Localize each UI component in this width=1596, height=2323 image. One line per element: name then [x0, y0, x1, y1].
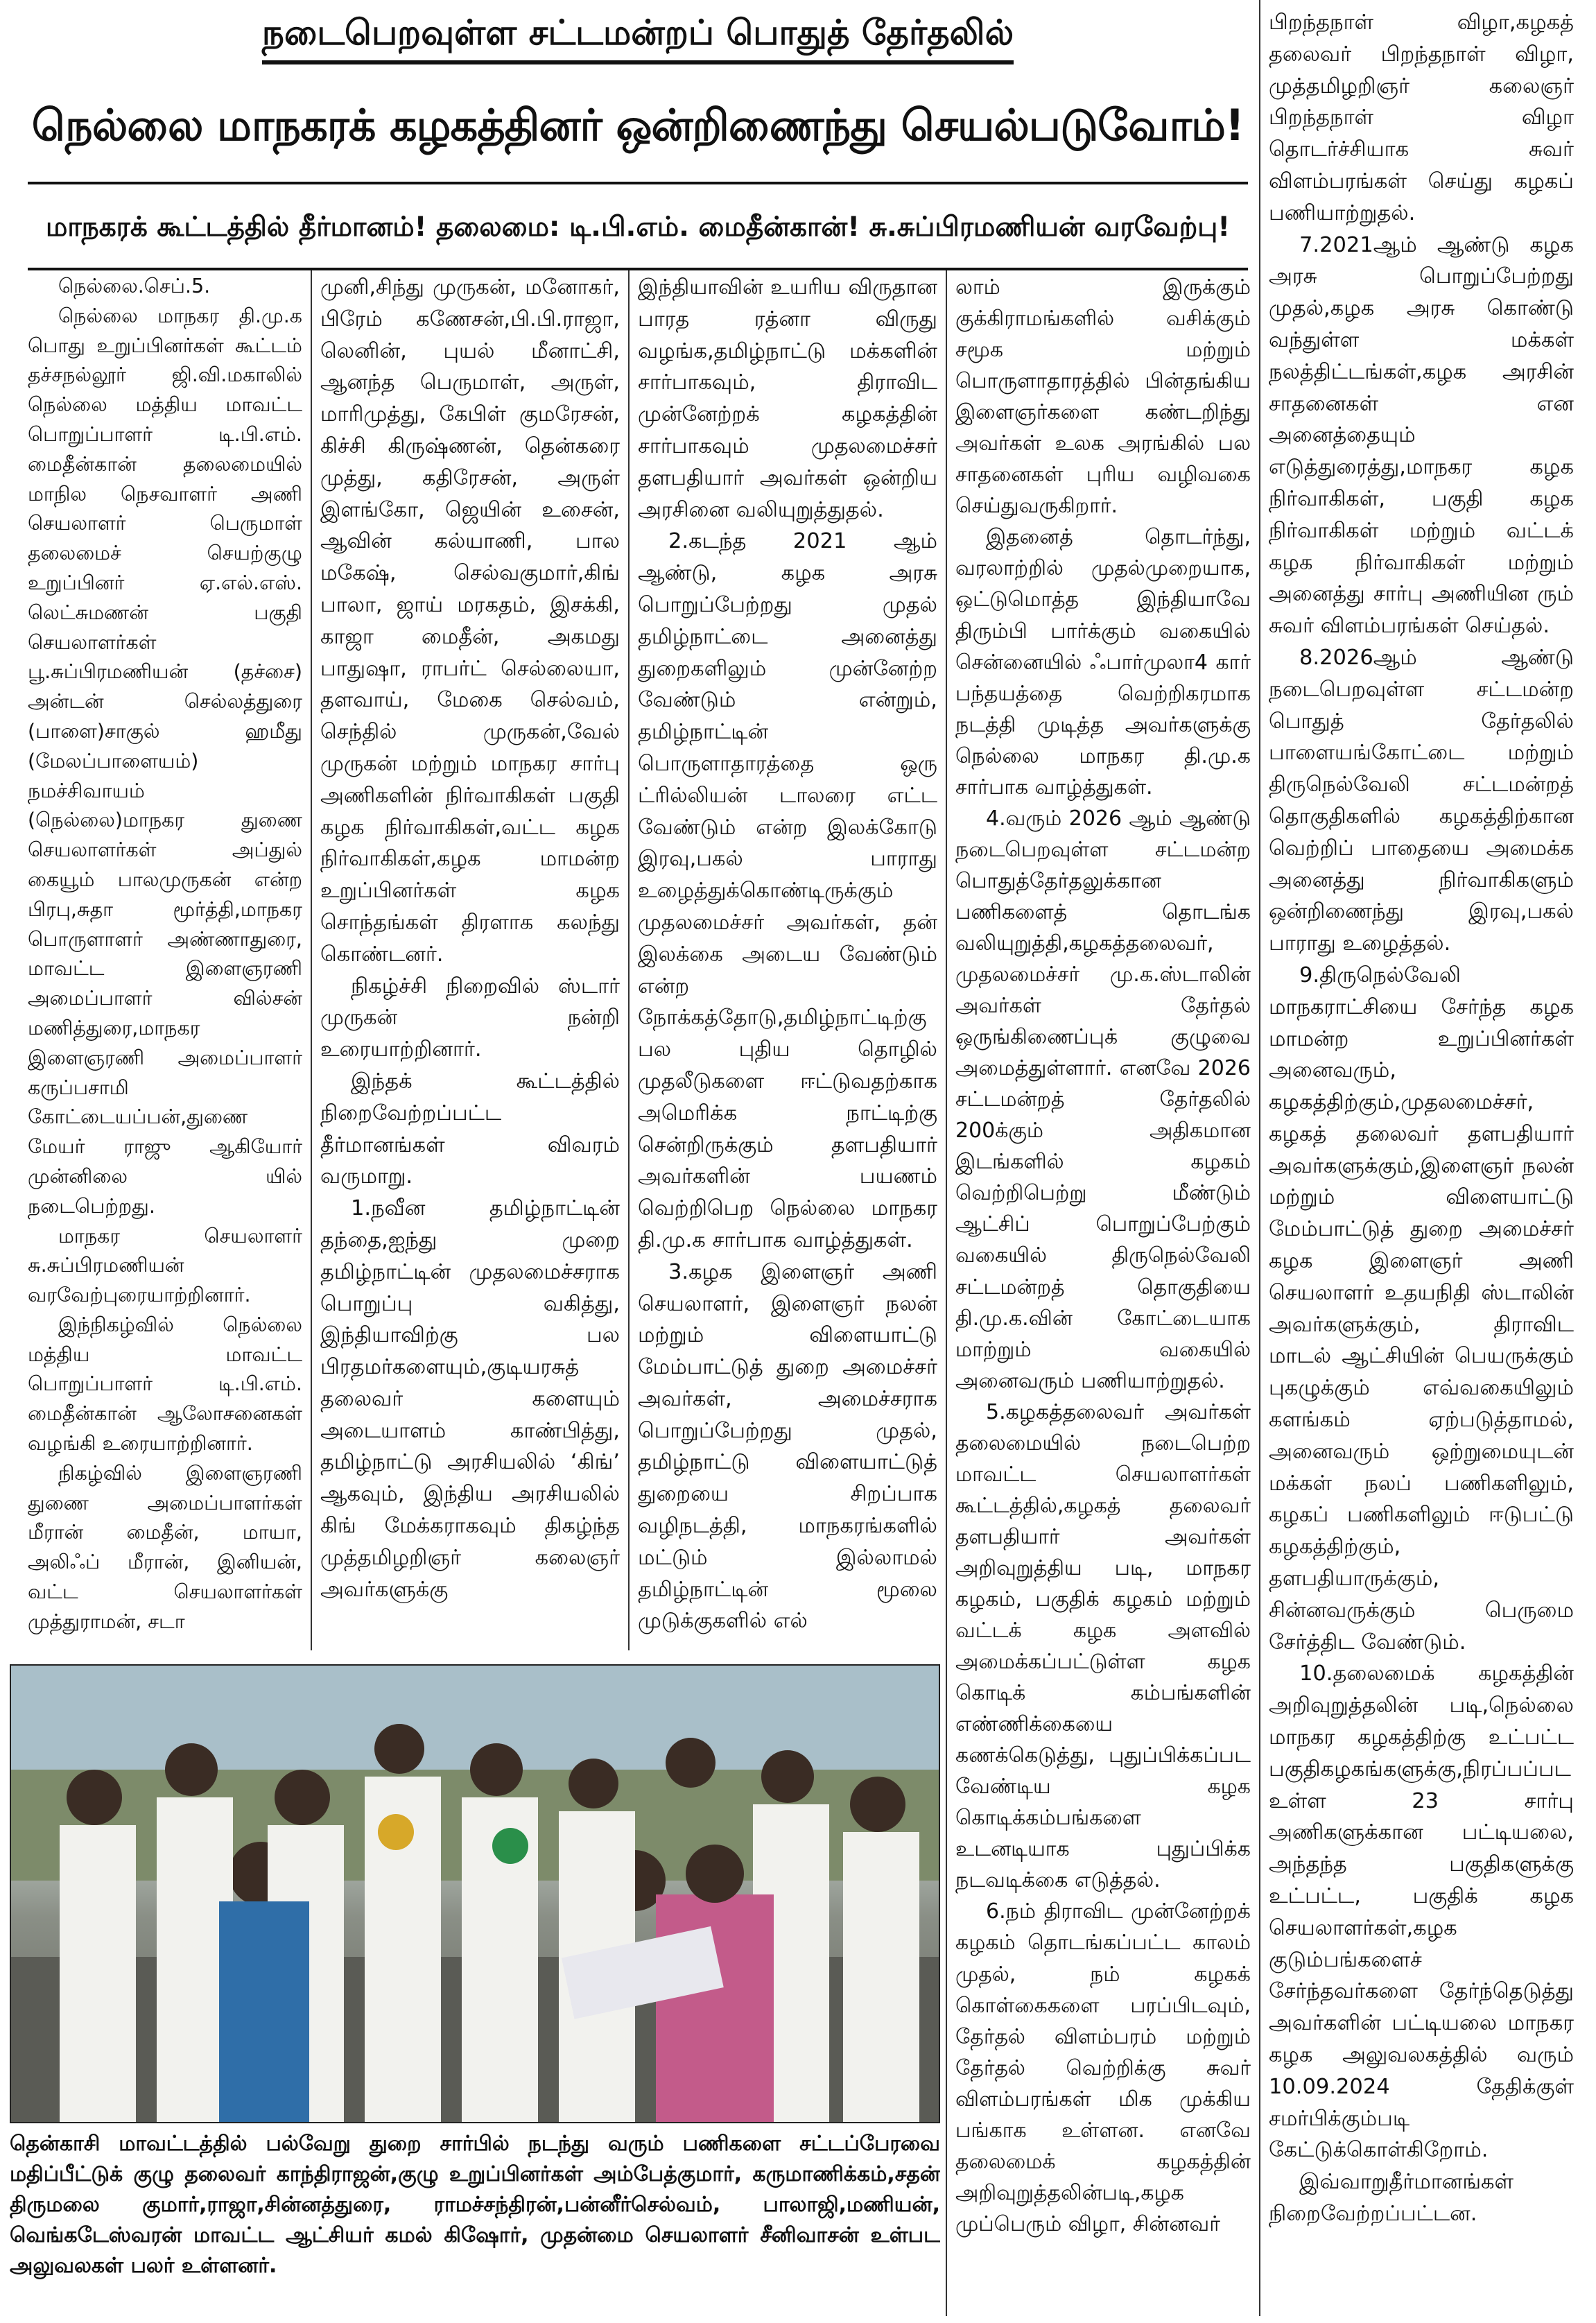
rule-top: [28, 182, 1248, 184]
paragraph: முனி,சிந்து முருகன், மனோகர், பிரேம் கணேசன்,பி.பி.ராஜா, லெனின், புயல் மீனாட்சி, ஆனந்த பெருமாள், அருள், மாரிமுத்து, கேபிள் குமரேசன், கிச்சி கிருஷ்ணன், தென்கரை முத்து, கதிரேசன், அருள் இளங்கோ, ஜெயின் உசைன், ஆவின் கல்யாணி, பால மகேஷ், செல்வகுமார்,கிங் பாலா, ஜாய் மரகதம், இசக்கி, காஜா மைதீன், அகமது பாதுஷா, ராபர்ட் செல்லையா, தளவாய், மேகை செல்வம், செந்தில் முருகன்,வேல் முருகன் மற்றும் மாநகர சார்பு அணிகளின் நிர்வாகிகள் பகுதி கழக நிர்வாகிகள்,வட்ட கழக நிர்வாகிகள்,கழக மாமன்ற உறுப்பினர்கள் கழக சொந்தங்கள் திரளாக கலந்து கொண்டனர்.: [320, 275, 620, 967]
paragraph: 1.நவீன தமிழ்நாட்டின் தந்தை,ஐந்து முறை தமிழ்நாட்டின் முதலமைச்சராக பொறுப்பு வகித்து, இந்தியாவிற்கு பல பிரதமர்களையும்,குடியரசுத் தலைவர் களையும் அடையாளம் காண்பித்து, தமிழ்நாட்டு அரசியலில் ‘கிங்’ ஆகவும், இந்திய அரசியலில் கிங் மேக்கராகவும் திகழ்ந்த முத்தமிழறிஞர் கலைஞர் அவர்களுக்கு: [320, 1196, 620, 1602]
news-photo: [10, 1664, 940, 2123]
paragraph: இதனைத் தொடர்ந்து, வரலாற்றில் முதல்முறையாக, ஒட்டுமொத்த இந்தியாவே திரும்பி பார்க்கும் வகையில் சென்னையில் ஃபார்முலா4 கார் பந்தயத்தை வெற்றிகரமாக நடத்தி முடித்த அவர்களுக்கு நெல்லை மாநகர தி.மு.க சார்பாக வாழ்த்துகள்.: [955, 525, 1251, 800]
paragraph: 5.கழகத்தலைவர் அவர்கள் தலைமையில் நடைபெற்ற மாவட்ட செயலாளர்கள் கூட்டத்தில்,கழகத் தலைவர் தளபதியார் அவர்கள் அறிவுறுத்திய படி, மாநகர கழகம், பகுதிக் கழகம் மற்றும் வட்டக் கழக அளவில் அமைக்கப்பட்டுள்ள கழக கொடிக் கம்பங்களின் எண்ணிக்கையை கணக்கெடுத்து, புதுப்பிக்கப்பட வேண்டிய கழக கொடிக்கம்பங்களை உடனடியாக புதுப்பிக்க நடவடிக்கை எடுத்தல்.: [955, 1399, 1251, 1893]
kicker-heading: [28, 7, 1248, 69]
article-column-1: [28, 272, 302, 1652]
paragraph: இந்தக் கூட்டத்தில் நிறைவேற்றப்பட்ட தீர்மானங்கள் விவரம் வருமாறு.: [320, 1069, 620, 1189]
column-divider: [946, 270, 947, 2316]
article-column-4: [955, 272, 1251, 2317]
paragraph: நிகழ்வில் இளைஞரணி துணை அமைப்பாளர்கள் மீரான் மைதீன், மாயா, அலிஃப் மீரான், இனியன், வட்ட செயலாளர்கள் முத்துராமன், சடா: [28, 1461, 302, 1633]
column-divider: [628, 270, 630, 1650]
paragraph: நெல்லை மாநகர தி.மு.க பொது உறுப்பினர்கள் கூட்டம் தச்சநல்லூர் ஜி.வி.மகாலில் நெல்லை மத்திய மாவட்ட பொறுப்பாளர் டி.பி.எம். மைதீன்கான் தலைமையில் மாநில நெசவாளர் அணி செயலாளர் பெருமாள் தலைமைச் செயற்குழு உறுப்பினர் ஏ.எல்.எஸ். லெட்சுமணன் பகுதி செயலாளர்கள் பூ.சுப்பிரமணியன் (தச்சை) அன்டன் செல்லத்துரை (பாளை)சாகுல் ஹமீது (மேலப்பாளையம்) நமச்சிவாயம் (நெல்லை)மாநகர துணை செயலாளர்கள் அப்துல் கையூம் பாலமுருகன் என்ற பிரபு,சுதா மூர்த்தி,மாநகர பொருளாளர் அண்ணாதுரை, மாவட்ட இளைஞரணி அமைப்பாளர் வில்சன் மணித்துரை,மாநகர இளைஞரணி அமைப்பாளர் கருப்பசாமி கோட்டையப்பன்,துணை மேயர் ராஜு ஆகியோர் முன்னிலை யில் நடைபெற்றது.: [28, 304, 302, 1218]
subhead: [28, 194, 1248, 264]
paragraph: 6.நம் திராவிட முன்னேற்றக் கழகம் தொடங்கப்பட்ட காலம் முதல், நம் கழகக் கொள்கைகளை பரப்பிடவும், தேர்தல் விளம்பரம் மற்றும் தேர்தல் வெற்றிக்கு சுவர் விளம்பரங்கள் மிக முக்கிய பங்காக உள்ளன. எனவே தலைமைக் கழகத்தின் அறிவுறுத்தலின்படி,கழக முப்பெரும் விழா, சின்னவர்: [955, 1899, 1251, 2236]
paragraph: 3.கழக இளைஞர் அணி செயலாளர், இளைஞர் நலன் மற்றும் விளையாட்டு மேம்பாட்டுத் துறை அமைச்சர் அவர்கள், அமைச்சராக பொறுப்பேற்றது முதல், தமிழ்நாட்டு விளையாட்டுத் துறையை சிறப்பாக வழிநடத்தி, மாநகரங்களில் மட்டும் இல்லாமல் தமிழ்நாட்டின் மூலை முடுக்குகளில் எல்: [638, 1259, 937, 1634]
paragraph: 8.2026ஆம் ஆண்டு நடைபெறவுள்ள சட்டமன்ற பொதுத் தேர்தலில் பாளையங்கோட்டை மற்றும் திருநெல்வேலி சட்டமன்றத் தொகுதிகளில் கழகத்திற்கான வெற்றிப் பாதையை அமைக்க அனைத்து நிர்வாகிகளும் ஒன்றிணைந்து இரவு,பகல் பாராது உழைத்தல்.: [1269, 645, 1574, 956]
paragraph: 4.வரும் 2026 ஆம் ஆண்டு நடைபெறவுள்ள சட்டமன்ற பொதுத்தேர்தலுக்கான பணிகளைத் தொடங்க வலியுறுத்தி,கழகத்தலைவர், முதலமைச்சர் மு.க.ஸ்டாலின் அவர்கள் தேர்தல் ஒருங்கிணைப்புக் குழுவை அமைத்துள்ளார். எனவே 2026 சட்டமன்றத் தேர்தலில் 200க்கும் அதிகமான இடங்களில் கழகம் வெற்றிபெற்று மீண்டும் ஆட்சிப் பொறுப்பேற்கும் வகையில் திருநெல்வேலி சட்டமன்றத் தொகுதியை தி.மு.க.வின் கோட்டையாக மாற்றும் வகையில் அனைவரும் பணியாற்றுதல்.: [955, 806, 1251, 1393]
paragraph: நிகழ்ச்சி நிறைவில் ஸ்டார் முருகன் நன்றி உரையாற்றினார்.: [320, 974, 620, 1062]
paragraph: மாநகர செயலாளர் சு.சுப்பிரமணியன் வரவேற்புரையாற்றினார்.: [28, 1224, 302, 1307]
article-column-3: [638, 272, 937, 1652]
paragraph: பிறந்தநாள் விழா,கழகத் தலைவர் பிறந்தநாள் விழா, முத்தமிழறிஞர் கலைஞர் பிறந்தநாள் விழா தொடர்ச்சியாக சுவர் விளம்பரங்கள் செய்து கழகப் பணியாற்றுதல்.: [1269, 10, 1574, 225]
paragraph: லாம் இருக்கும் குக்கிராமங்களில் வசிக்கும் சமூக மற்றும் பொருளாதாரத்தில் பின்தங்கிய இளைஞர்களை கண்டறிந்து அவர்கள் உலக அரங்கில் பல சாதனைகள் புரிய வழிவகை செய்துவருகிறார்.: [955, 275, 1251, 519]
column-divider: [1259, 0, 1260, 2316]
photo-illustration: [11, 1666, 939, 2122]
article-column-2: [320, 272, 620, 1652]
paragraph: 9.திருநெல்வேலி மாநகராட்சியை சேர்ந்த கழக மாமன்ற உறுப்பினர்கள் அனைவரும், கழகத்திற்கும்,முதலமைச்சர், கழகத் தலைவர் தளபதியார் அவர்களுக்கும்,இளைஞர் நலன் மற்றும் விளையாட்டு மேம்பாட்டுத் துறை அமைச்சர் கழக இளைஞர் அணி செயலாளர் உதயநிதி ஸ்டாலின் அவர்களுக்கும், திராவிட மாடல் ஆட்சியின் பெயருக்கும் புகழுக்கும் எவ்வகையிலும் களங்கம் ஏற்படுத்தாமல், அனைவரும் ஒற்றுமையுடன் மக்கள் நலப் பணிகளிலும், கழகப் பணிகளிலும் ஈடுபட்டு கழகத்திற்கும், தளபதியாருக்கும், சின்னவருக்கும் பெருமை சேர்த்திட வேண்டும்.: [1269, 962, 1574, 1655]
paragraph: 10.தலைமைக் கழகத்தின் அறிவுறுத்தலின் படி,நெல்லை மாநகர கழகத்திற்கு உட்பட்ட பகுதிகழகங்களுக்கு,நிரப்பப்பட உள்ள 23 சார்பு அணிகளுக்கான பட்டியலை, அந்தந்த பகுதிகளுக்கு உட்பட்ட, பகுதிக் கழக செயலாளர்கள்,கழக குடும்பங்களைச் சேர்ந்தவர்களை தேர்ந்தெடுத்து அவர்களின் பட்டியலை மாநகர கழக அலுவலகத்தில் வரும் 10.09.2024 தேதிக்குள் சமர்பிக்கும்படி கேட்டுக்கொள்கிறோம்.: [1269, 1661, 1574, 2163]
paragraph: 2.கடந்த 2021 ஆம் ஆண்டு, கழக அரசு பொறுப்பேற்றது முதல் தமிழ்நாட்டை அனைத்து துறைகளிலும் முன்னேற்ற வேண்டும் என்றும், தமிழ்நாட்டின் பொருளாதாரத்தை ஒரு ட்ரில்லியன் டாலரை எட்ட வேண்டும் என்ற இலக்கோடு இரவு,பகல் பாராது உழைத்துக்கொண்டிருக்கும் முதலமைச்சர் அவர்கள், தன் இலக்கை அடைய வேண்டும் என்ற நோக்கத்தோடு,தமிழ்நாட்டிற்கு பல புதிய தொழில் முதலீடுகளை ஈட்டுவதற்காக அமெரிக்க நாட்டிற்கு சென்றிருக்கும் தளபதியார் அவர்களின் பயணம் வெற்றிபெற நெல்லை மாநகர தி.மு.க சார்பாக வாழ்த்துகள்.: [638, 529, 937, 1252]
photo-caption: தென்காசி மாவட்டத்தில் பல்வேறு துறை சார்பில் நடந்து வரும் பணிகளை சட்டப்பேரவை மதிப்பீட்டுக் குழு தலைவர் காந்திராஜன்,குழு உறுப்பினர்கள் அம்பேத்குமார், கருமாணிக்கம்,சதன் திருமலை குமார்,ராஜா,சின்னத்துரை, ராமச்சந்திரன்,பன்னீர்செல்வம், பாலாஜி,மணியன், வெங்கடேஸ்வரன் மாவட்ட ஆட்சியர் கமல் கிஷோர், முதன்மை செயலாளர் சீனிவாசன் உள்பட அலுவலகள் பலர் உள்ளனர்.: [10, 2132, 940, 2278]
paragraph: 7.2021ஆம் ஆண்டு கழக அரசு பொறுப்பேற்றது முதல்,கழக அரசு கொண்டு வந்துள்ள மக்கள் நலத்திட்டங்கள்,கழக அரசின் சாதனைகள் என அனைத்தையும் எடுத்துரைத்து,மாநகர கழக நிர்வாகிகள், பகுதி கழக நிர்வாகிகள் மற்றும் வட்டக் கழக நிர்வாகிகள் மற்றும் அனைத்து சார்பு அணியின ரும் சுவர் விளம்பரங்கள் செய்தல்.: [1269, 232, 1574, 639]
headline: [28, 83, 1248, 173]
paragraph: இந்தியாவின் உயரிய விருதான பாரத ரத்னா விருது வழங்க,தமிழ்நாட்டு மக்களின் சார்பாகவும், திராவிட முன்னேற்றக் கழகத்தின் சார்பாகவும் முதலமைச்சர் தளபதியார் அவர்கள் ஒன்றிய அரசினை வலியுறுத்துதல்.: [638, 275, 937, 522]
paragraph: இவ்வாறுதீர்மானங்கள் நிறைவேற்றப்பட்டன.: [1269, 2170, 1514, 2226]
article-column-5: [1269, 7, 1574, 2316]
column-divider: [311, 270, 312, 1650]
headline-text: நெல்லை மாநகரக் கழகத்தினர் ஒன்றிணைந்து செயல்படுவோம்!: [31, 100, 1244, 150]
kicker-text: நடைபெறவுள்ள சட்டமன்றப் பொதுத் தேர்தலில்: [262, 12, 1014, 64]
paragraph: இந்நிகழ்வில் நெல்லை மத்திய மாவட்ட பொறுப்பாளர் டி.பி.எம். மைதீன்கான் ஆலோசனைகள் வழங்கி உரையாற்றினார்.: [28, 1313, 302, 1456]
subhead-text: மாநகரக் கூட்டத்தில் தீர்மானம்! தலைமை: டி.பி.எம். மைதீன்கான்! சு.சுப்பிரமணியன் வரவேற்பு!: [45, 211, 1231, 243]
paragraph: நெல்லை.செப்.5.: [58, 275, 211, 297]
rule-bottom: [28, 268, 1248, 270]
